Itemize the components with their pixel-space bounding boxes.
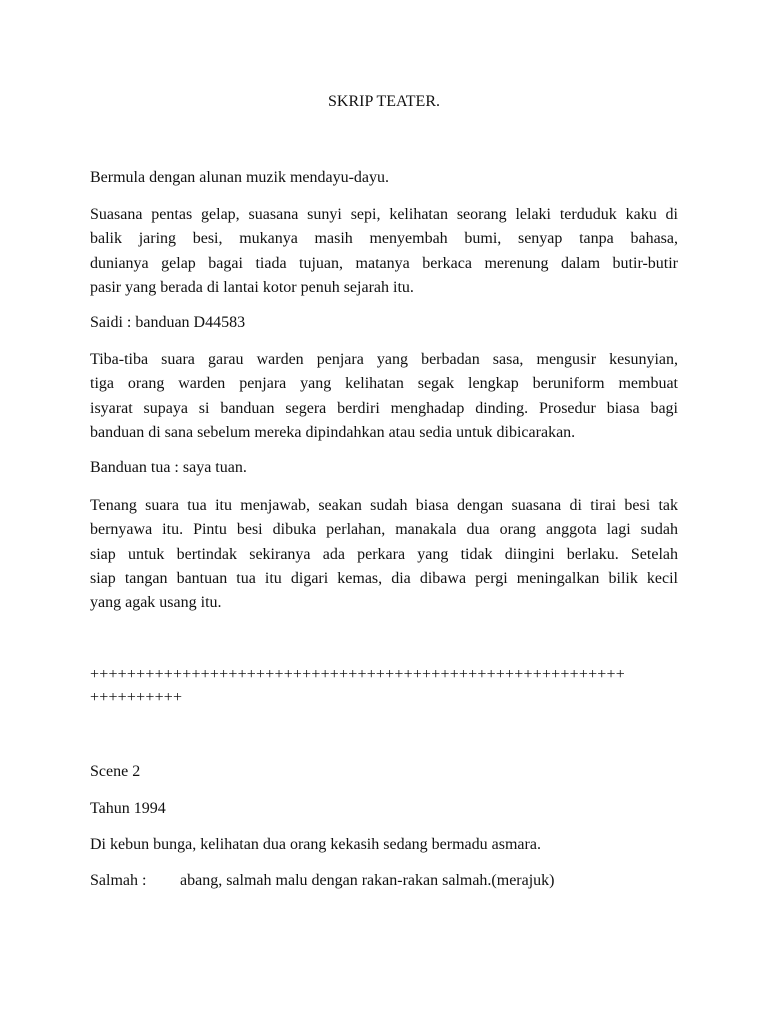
paragraph-line: Tiba-tiba suara garau warden penjara yang berbadan sasa, mengusir kesunyian, xyxy=(90,351,678,368)
paragraph-line: bernyawa itu. Pintu besi dibuka perlahan, manakala dua orang anggota lagi sudah xyxy=(90,521,678,539)
paragraph-line: balik jaring besi, mukanya masih menyembah bumi, senyap tanpa bahasa, xyxy=(90,230,678,248)
separator-line: ++++++++++++++++++++++++++++++++++++++++++++++++++++++++++ xyxy=(90,666,625,683)
paragraph-line: Tenang suara tua itu menjawab, seakan sudah biasa dengan suasana di tirai besi tak xyxy=(90,497,678,514)
dialog-line xyxy=(90,872,555,890)
page-title: SKRIP TEATER. xyxy=(327,93,440,110)
dialog-text: abang, salmah malu dengan rakan-rakan salmah.(merajuk) xyxy=(180,872,555,889)
paragraph-line: banduan di sana sebelum mereka dipindahkan atau sedia untuk dibicarakan. xyxy=(90,423,576,441)
paragraph-line: yang agak usang itu. xyxy=(90,594,222,612)
separator-line: ++++++++++ xyxy=(90,689,183,706)
scene-heading: Scene 2 xyxy=(90,763,141,780)
opening-line: Bermula dengan alunan muzik mendayu-dayu. xyxy=(90,169,390,186)
paragraph-line: tiga orang warden penjara yang kelihatan segak lengkap beruniform membuat xyxy=(90,375,678,393)
year-line: Tahun 1994 xyxy=(90,800,166,817)
paragraph-line: Suasana pentas gelap, suasana sunyi sepi, kelihatan seorang lelaki terduduk kaku di xyxy=(90,206,678,223)
setting-line: Di kebun bunga, kelihatan dua orang kekasih sedang bermadu asmara. xyxy=(90,836,541,853)
paragraph-line: siap untuk bertindak sekiranya ada perkara yang tidak diingini berlaku. Setelah xyxy=(90,545,678,563)
paragraph-line: isyarat supaya si banduan segera berdiri menghadap dinding. Prosedur biasa bagi xyxy=(90,399,678,417)
dialog-speaker: Salmah : xyxy=(90,872,147,889)
paragraph-3 xyxy=(90,494,678,615)
paragraph-line: pasir yang berada di lantai kotor penuh sejarah itu. xyxy=(90,278,414,296)
paragraph-line: siap tangan bantuan tua itu digari kemas, dia dibawa pergi meningalkan bilik kecil xyxy=(90,569,678,587)
separator xyxy=(90,663,625,709)
banduan-line: Banduan tua : saya tuan. xyxy=(90,459,247,476)
saidi-line: Saidi : banduan D44583 xyxy=(90,314,246,331)
paragraph-2 xyxy=(90,348,678,445)
paragraph-line: dunianya gelap bagai tiada tujuan, matanya berkaca merenung dalam butir-butir xyxy=(90,254,678,272)
paragraph-1 xyxy=(90,203,678,300)
